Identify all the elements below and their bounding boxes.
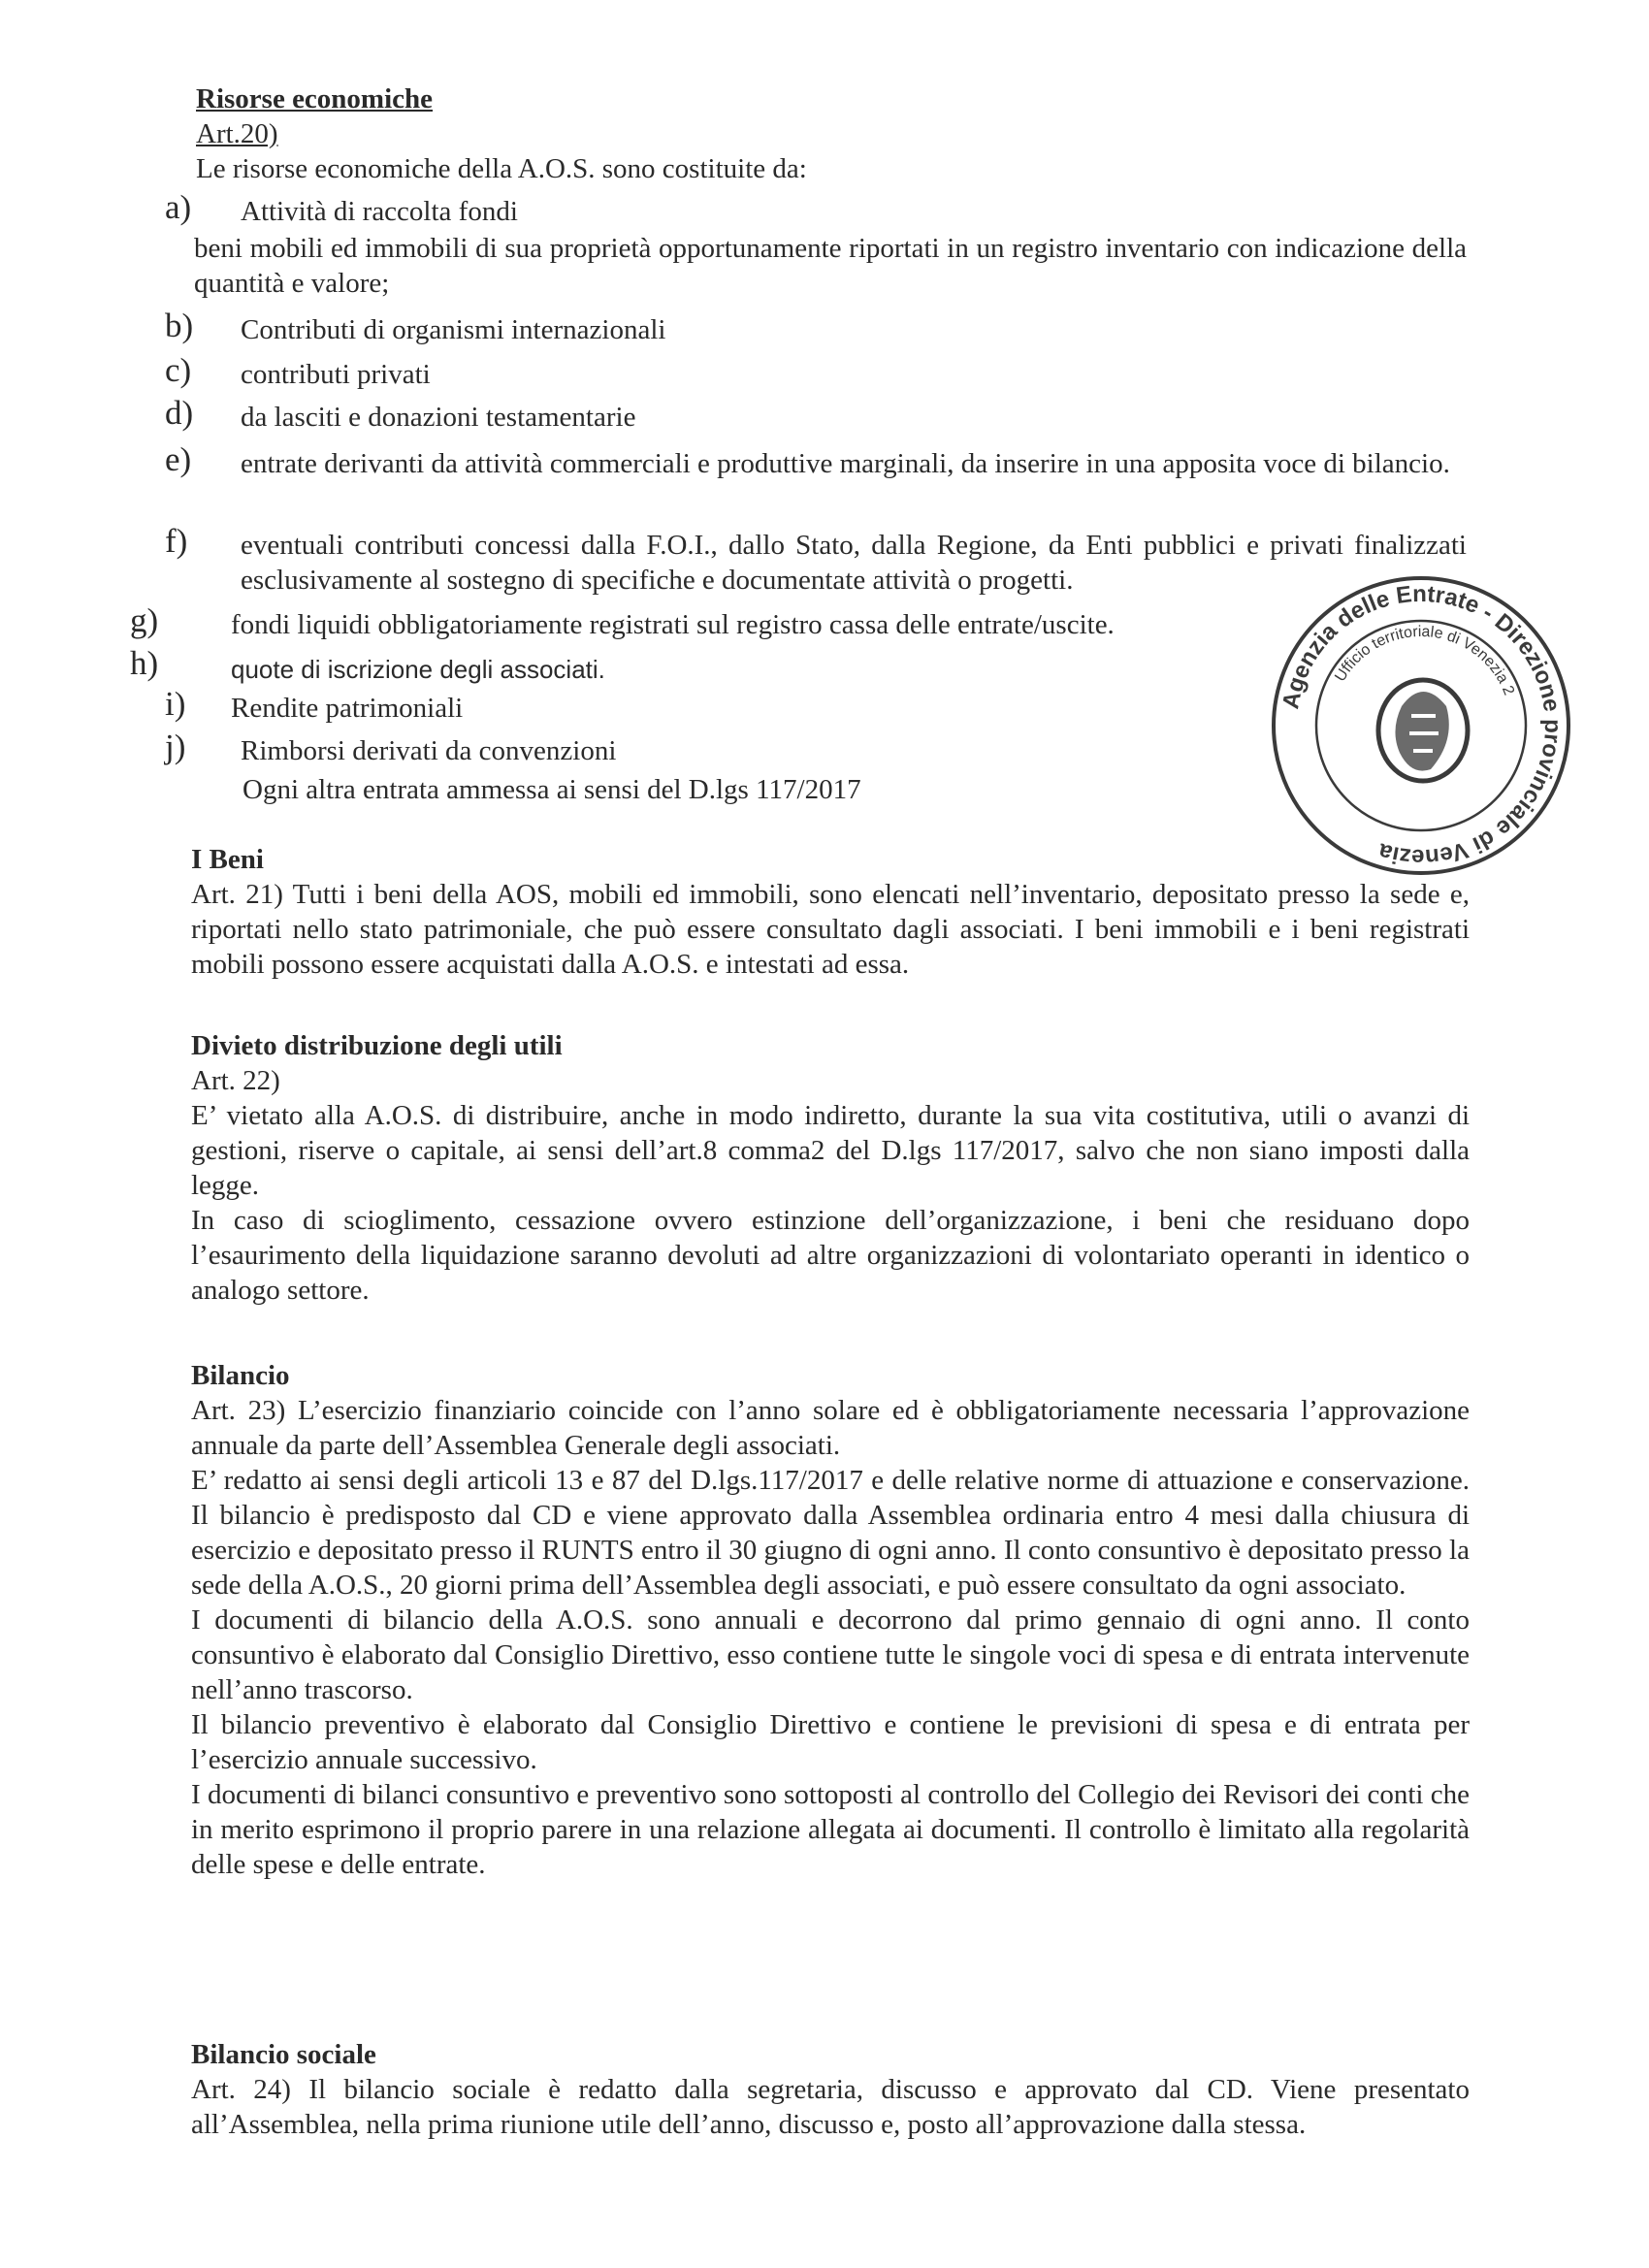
section-bilancio xyxy=(191,1358,1470,1882)
list-text: eventuali contributi concessi dalla F.O.I., dallo Stato, dalla Regione, da Enti pubblici e privati finalizzati esclusivamente al sostegno di specifiche e documentate attività o progetti. xyxy=(241,530,1467,596)
list-text: quote di iscrizione degli associati. xyxy=(231,655,605,684)
section-heading: Divieto distribuzione degli utili xyxy=(191,1030,563,1061)
list-letter: a) xyxy=(165,188,192,226)
section-text: Art. 24) Il bilancio sociale è redatto dalla segretaria, discusso e approvato dal CD. Viene presentato all’Assemblea, nella prima riunione utile dell’anno, discusso e, posto all’approvazione dalla stessa. xyxy=(191,2074,1470,2140)
section-paragraph: E’ vietato alla A.O.S. di distribuire, anche in modo indiretto, durante la sua vita costitutiva, utili o avanzi di gestioni, riserve o capitale, ai sensi dell’art.8 comma2 del D.lgs 117/2017, salvo che non siano imposti dalla legge. xyxy=(191,1100,1470,1201)
section-paragraph: Il bilancio preventivo è elaborato dal Consiglio Direttivo e contiene le previsioni di spesa e di entrata per l’esercizio annuale successivo. xyxy=(191,1709,1470,1775)
list-letter: b) xyxy=(165,307,194,344)
list-letter: h) xyxy=(130,644,159,682)
list-letter: g) xyxy=(130,601,159,639)
list-letter: j) xyxy=(165,728,186,765)
article-number: Art.20) xyxy=(196,118,278,149)
section-text: Art. 21) Tutti i beni della AOS, mobili ed immobili, sono elencati nell’inventario, depositato presso la sede e, riportati nello stato patrimoniale, che può essere consultato dagli associati. I beni immobili e i beni registrati mobili possono essere acquistati dalla A.O.S. e intestati ad essa. xyxy=(191,879,1470,980)
list-text: Attività di raccolta fondi xyxy=(241,196,518,227)
section-paragraph: I documenti di bilancio della A.O.S. sono annuali e decorrono dal primo gennaio di ogni anno. Il conto consuntivo è elaborato dal Consiglio Direttivo, esso contiene tutte le singole voci di spesa e di entrata intervenute nell’anno trascorso. xyxy=(191,1604,1470,1705)
section-paragraph: Art. 23) L’esercizio finanziario coincide con l’anno solare ed è obbligatoriamente necessaria l’approvazione annuale da parte dell’Assemblea Generale degli associati. xyxy=(191,1395,1470,1461)
section-paragraph: E’ redatto ai sensi degli articoli 13 e 87 del D.lgs.117/2017 e delle relative norme di attuazione e conservazione. Il bilancio è predisposto dal CD e viene approvato dalla Assemblea ordinaria entro 4 mesi dalla chiusura di esercizio e depositato presso il RUNTS entro il 30 giugno di ogni anno. Il conto consuntivo è depositato presso la sede della A.O.S., 20 giorni prima dell’Assemblea degli associati, e può essere consultato da ogni associato. xyxy=(191,1465,1470,1601)
section-heading: Bilancio xyxy=(191,1360,290,1391)
official-stamp xyxy=(1266,570,1576,881)
list-text: Contributi di organismi internazionali xyxy=(241,314,666,345)
section-heading: I Beni xyxy=(191,844,264,875)
stamp-inner-text: Ufficio territoriale di Venezia 2 xyxy=(1332,623,1518,698)
section-paragraph: In caso di scioglimento, cessazione ovvero estinzione dell’organizzazione, i beni che residuano dopo l’esaurimento della liquidazione saranno devoluti ad altre organizzazioni di volontariato operanti in identico o analogo settore. xyxy=(191,1205,1470,1306)
list-letter: f) xyxy=(165,522,188,560)
section-risorse-economiche xyxy=(196,81,1467,186)
list-letter: d) xyxy=(165,394,194,432)
list-letter: i) xyxy=(165,685,186,723)
list-text: da lasciti e donazioni testamentarie xyxy=(241,402,636,433)
list-text: beni mobili ed immobili di sua proprietà opportunamente riportati in un registro inventario con indicazione della quantità e valore; xyxy=(194,233,1467,299)
section-heading: Risorse economiche xyxy=(196,83,434,114)
article-number: Art. 22) xyxy=(191,1065,280,1096)
section-paragraph: I documenti di bilanci consuntivo e preventivo sono sottoposti al controllo del Collegio dei Revisori dei conti che in merito esprimono il proprio parere in una relazione allegata ai documenti. Il controllo è limitato alla regolarità delle spese e delle entrate. xyxy=(191,1779,1470,1880)
svg-text:Ufficio territoriale di Venezi xyxy=(1332,624,1517,697)
list-text: fondi liquidi obbligatoriamente registrati sul registro cassa delle entrate/uscite. xyxy=(231,609,1115,640)
stamp-emblem-icon xyxy=(1378,680,1468,781)
list-letter: e) xyxy=(165,440,192,478)
section-intro: Le risorse economiche della A.O.S. sono costituite da: xyxy=(196,153,807,184)
list-text: Rendite patrimoniali xyxy=(231,693,464,724)
list-text: Ogni altra entrata ammessa ai sensi del D.lgs 117/2017 xyxy=(242,774,861,805)
stamp-outer-text: Agenzia delle Entrate - Direzione provinciale di Venezia xyxy=(1277,580,1567,871)
list-text: entrate derivanti da attività commerciali e produttive marginali, da inserire in una apposita voce di bilancio. xyxy=(241,448,1450,479)
list-text: Rimborsi derivati da convenzioni xyxy=(241,735,617,766)
section-heading: Bilancio sociale xyxy=(191,2039,376,2070)
section-divieto-utili xyxy=(191,1028,1470,1308)
section-bilancio-sociale xyxy=(191,2037,1470,2142)
list-letter: c) xyxy=(165,351,192,389)
list-text: contributi privati xyxy=(241,359,431,390)
